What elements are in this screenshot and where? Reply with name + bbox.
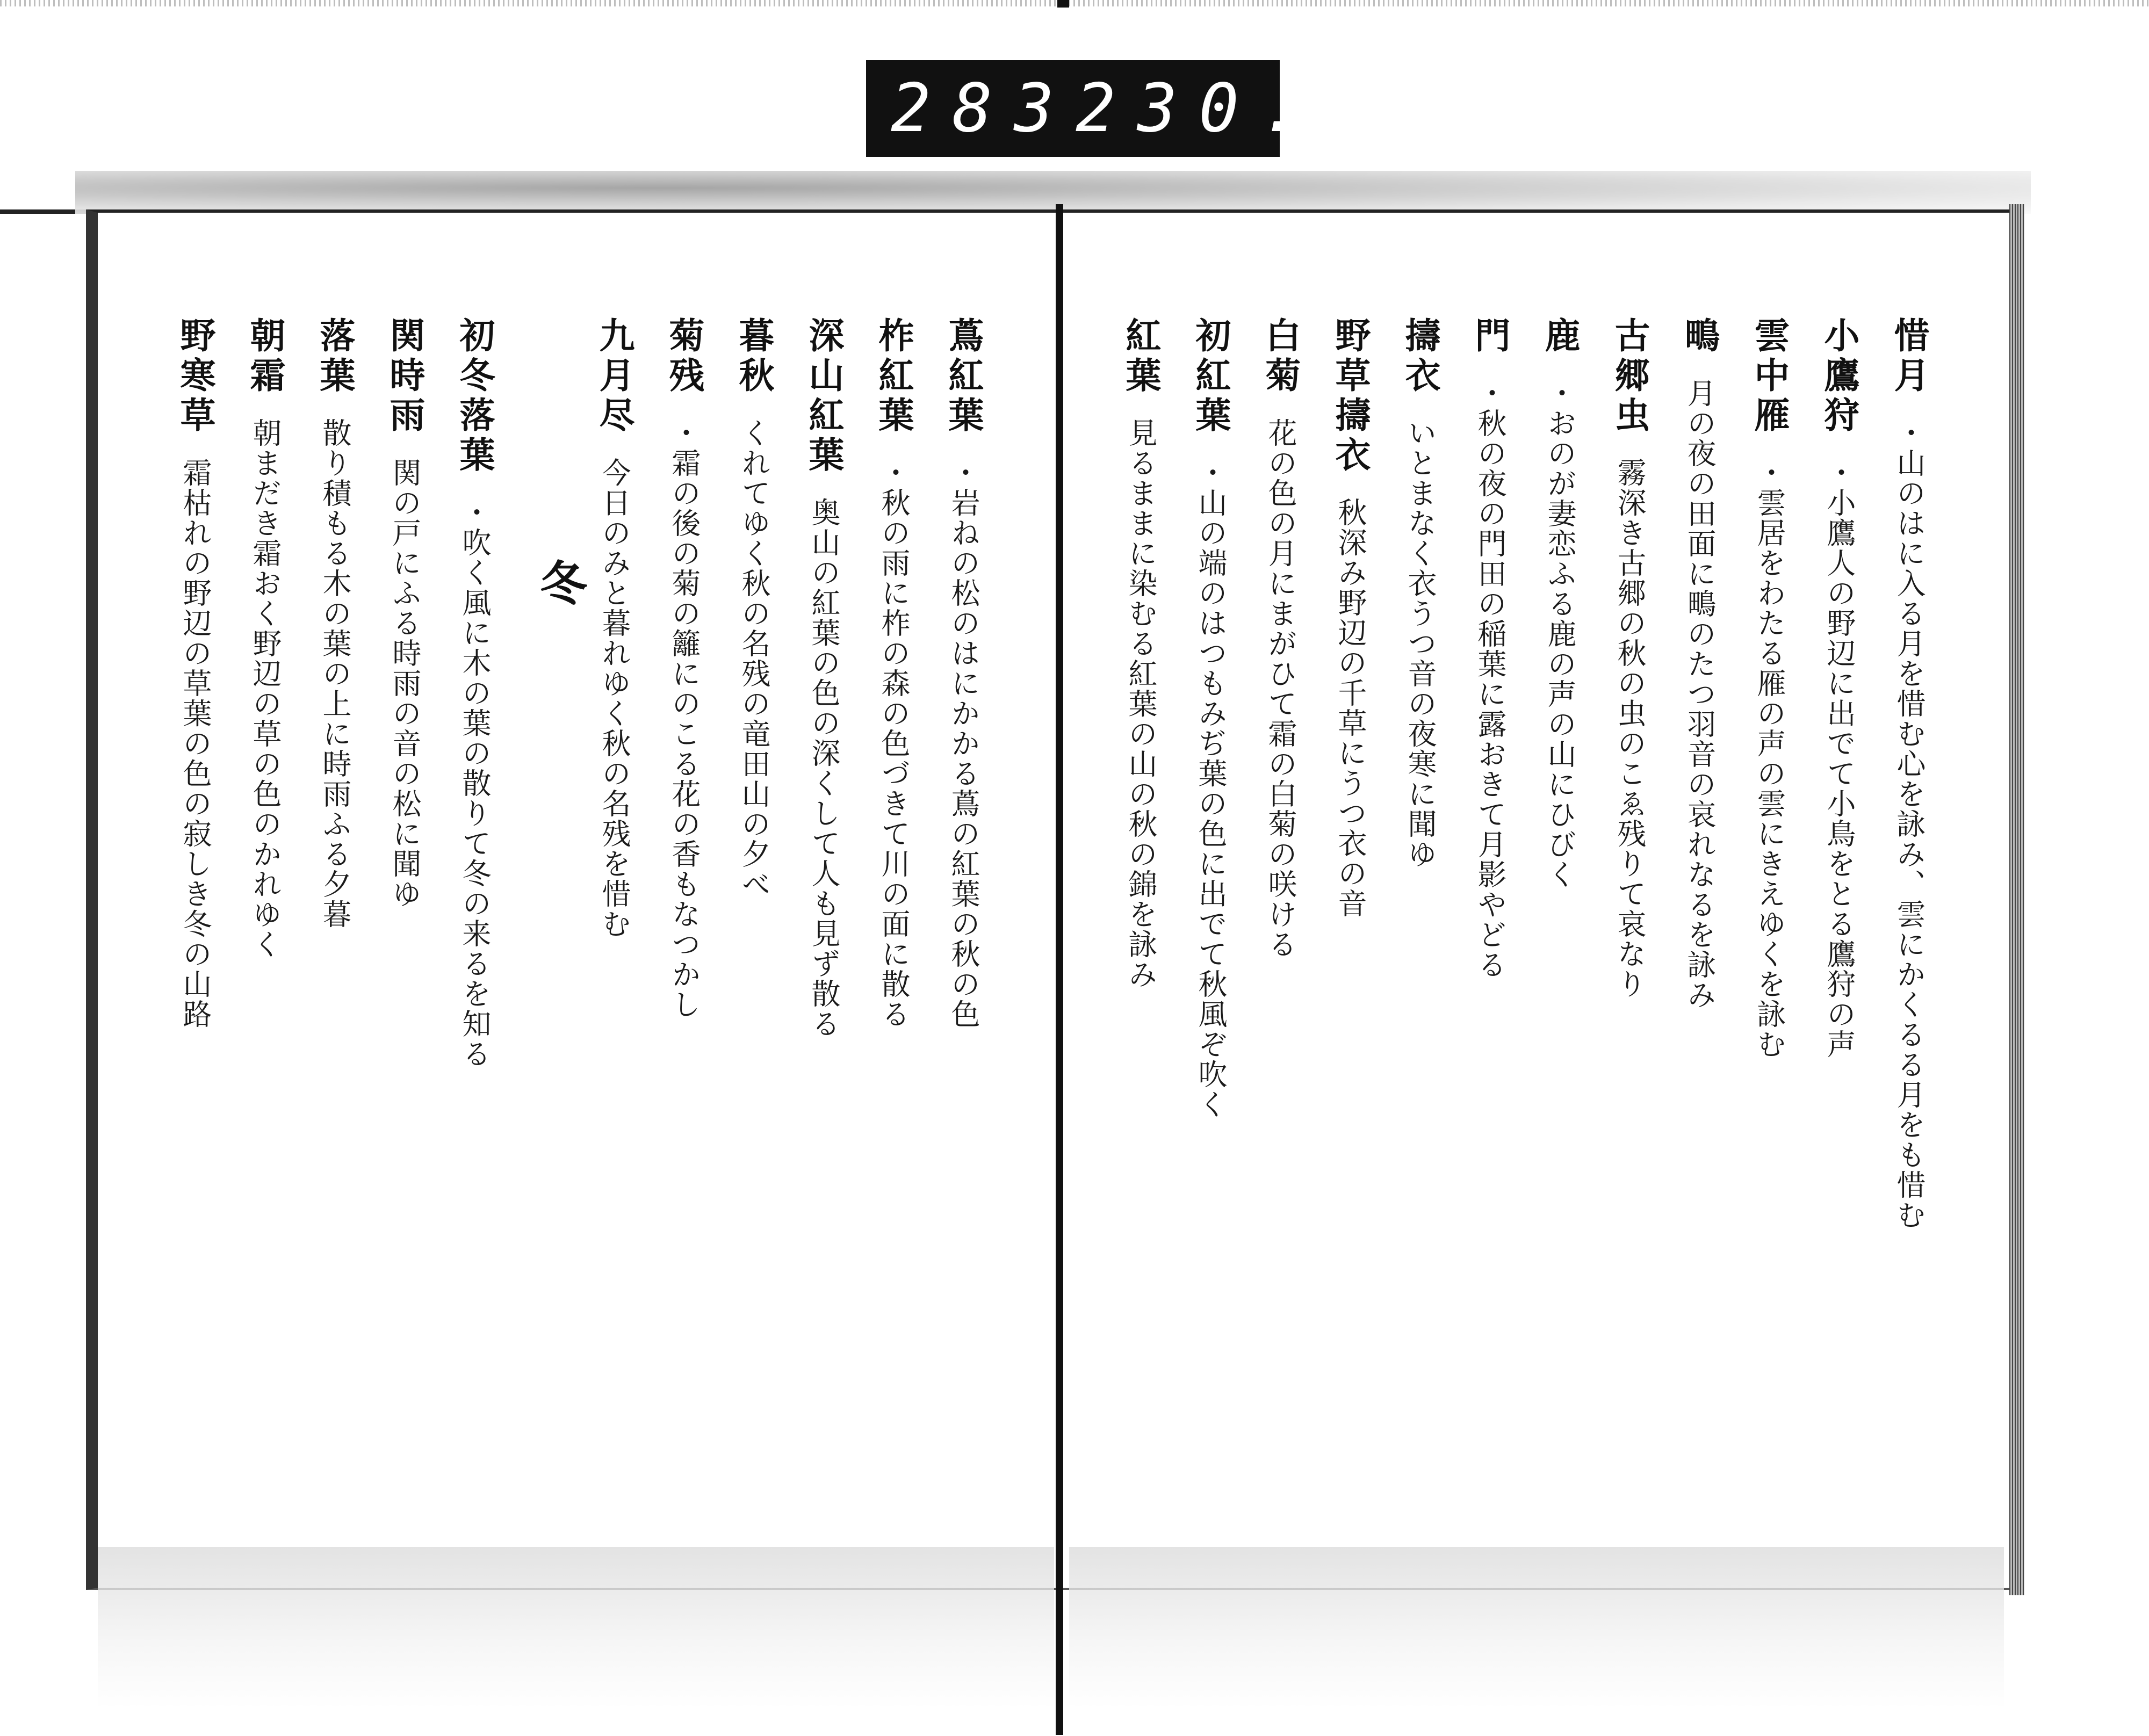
text-column xyxy=(453,317,495,1069)
poem-text: 散り積もる木の葉の上に時雨ふる夕暮 xyxy=(318,418,352,929)
poem-topic: 小鷹狩 xyxy=(1818,317,1860,436)
text-column xyxy=(174,317,216,1029)
text-column xyxy=(1609,317,1650,999)
text-column xyxy=(872,317,914,1029)
poem-topic: 紅葉 xyxy=(1120,317,1162,396)
poem-topic: 暮秋 xyxy=(733,317,775,396)
open-book xyxy=(86,172,2020,1585)
text-column xyxy=(1748,317,1790,1059)
poem-topic: 菊残 xyxy=(663,317,705,396)
text-column xyxy=(1678,317,1720,1010)
text-column xyxy=(384,317,426,909)
poem-text: ・小鷹人の野辺に出でて小鳥をとる鷹狩の声 xyxy=(1822,458,1856,1059)
poem-text: ・秋の夜の門田の稲葉に露おきて月影やどる xyxy=(1473,378,1507,980)
text-column xyxy=(1189,317,1231,1119)
poem-topic: 擣衣 xyxy=(1399,317,1441,396)
poem-topic: 落葉 xyxy=(314,317,356,396)
right-page-edge xyxy=(1069,1547,2004,1708)
poem-text: ・山のはに入る月を惜む心を詠み、雲にかくるる月をも惜む xyxy=(1892,418,1926,1230)
poem-topic: 初冬落葉 xyxy=(453,317,495,476)
poem-text: ・吹く風に木の葉の散りて冬の来るを知る xyxy=(458,497,492,1069)
text-column xyxy=(1259,317,1301,959)
frame-counter-right: 230. xyxy=(1075,70,1322,147)
text-column xyxy=(1469,317,1511,980)
poem-topic: 朝霜 xyxy=(244,317,286,396)
scanner-mark xyxy=(1057,0,1069,8)
text-column xyxy=(244,317,286,959)
poem-text: いとまなく衣うつ音の夜寒に聞ゆ xyxy=(1403,418,1437,869)
poem-topic: 初紅葉 xyxy=(1189,317,1231,436)
book-gutter xyxy=(1056,204,1063,1735)
poem-topic: 門 xyxy=(1469,317,1511,357)
poem-topic: 蔦紅葉 xyxy=(942,317,984,436)
poem-topic: 鹿 xyxy=(1539,317,1581,357)
page-stack-edge xyxy=(2009,204,2024,1595)
text-column xyxy=(1818,317,1860,1059)
poem-topic: 柞紅葉 xyxy=(872,317,914,436)
poem-topic: 白菊 xyxy=(1259,317,1301,396)
poem-topic: 野寒草 xyxy=(174,317,216,436)
text-column xyxy=(314,317,356,929)
poem-text: ・山の端のはつもみぢ葉の色に出でて秋風ぞ吹く xyxy=(1194,458,1228,1119)
poem-text: 関の戸にふる時雨の音の松に聞ゆ xyxy=(388,458,422,909)
poem-topic: 惜月 xyxy=(1888,317,1930,396)
season-heading: 冬 xyxy=(532,559,588,606)
poem-text: 見るままに染むる紅葉の山の秋の錦を詠み xyxy=(1124,418,1158,989)
text-column xyxy=(663,317,705,1019)
poem-text: 霧深き古郷の秋の虫のこゑ残りて哀なり xyxy=(1613,458,1647,999)
left-page-edge xyxy=(98,1547,1054,1708)
text-column xyxy=(803,317,845,1039)
poem-text: 今日のみと暮れゆく秋の名残を惜む xyxy=(597,458,631,939)
text-column xyxy=(733,317,775,899)
poem-topic: 古郷虫 xyxy=(1609,317,1650,436)
poem-text: ・雲居をわたる雁の声の雲にきえゆくを詠む xyxy=(1753,458,1786,1059)
poem-topic: 深山紅葉 xyxy=(803,317,845,476)
text-column xyxy=(942,317,984,1029)
poem-topic: 野草擣衣 xyxy=(1329,317,1371,476)
poem-text: ・霜の後の菊の籬にのこる花の香もなつかし xyxy=(667,418,701,1019)
scan-line-artifact xyxy=(0,0,2149,6)
poem-topic: 九月尽 xyxy=(593,317,635,436)
poem-text: ・秋の雨に柞の森の色づきて川の面に散る xyxy=(877,458,911,1029)
poem-text: くれてゆく秋の名残の竜田山の夕べ xyxy=(737,418,771,899)
left-page xyxy=(86,209,1070,1590)
frame-counter-left: 283 xyxy=(891,70,1076,147)
poem-text: 朝まだき霜おく野辺の草の色のかれゆく xyxy=(248,418,282,959)
poem-text: ・おのが妻恋ふる鹿の声の山にひびく xyxy=(1543,378,1577,889)
poem-topic: 雲中雁 xyxy=(1748,317,1790,436)
text-column xyxy=(593,317,635,939)
text-column xyxy=(1888,317,1930,1230)
frame-counter xyxy=(866,60,1322,157)
poem-text: 月の夜の田面に鴫のたつ羽音の哀れなるを詠み xyxy=(1683,378,1717,1010)
poem-text: 霜枯れの野辺の草葉の色の寂しき冬の山路 xyxy=(178,458,212,1029)
text-column xyxy=(1539,317,1581,889)
poem-text: ・岩ねの松のはにかかる蔦の紅葉の秋の色 xyxy=(947,458,980,1029)
text-column xyxy=(1120,317,1162,989)
poem-text: 奥山の紅葉の色の深くして人も見ず散る xyxy=(807,497,841,1039)
poem-topic: 鴫 xyxy=(1678,317,1720,357)
poem-topic: 関時雨 xyxy=(384,317,426,436)
text-column xyxy=(1329,317,1371,918)
poem-text: 花の色の月にまがひて霜の白菊の咲ける xyxy=(1264,418,1297,959)
text-column xyxy=(1399,317,1441,869)
poem-text: 秋深み野辺の千草にうつ衣の音 xyxy=(1333,497,1367,918)
